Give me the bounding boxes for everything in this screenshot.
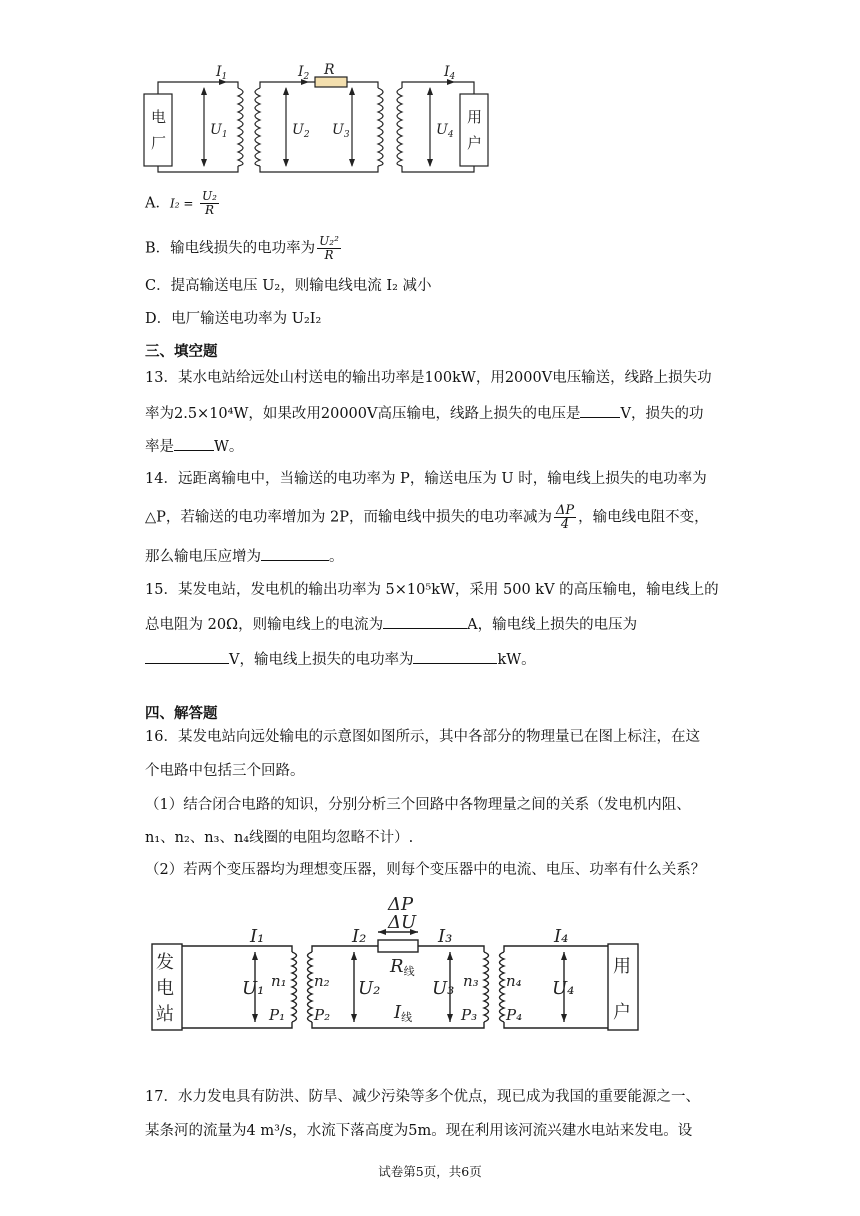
label-I1: $I_1$ — [216, 64, 228, 82]
label-n2: n₂ — [314, 972, 330, 990]
power-plant-label-1: 电 — [151, 108, 167, 126]
label-I2: $I_2$ — [298, 64, 310, 82]
section-fill-in: 三、填空题 — [145, 343, 218, 360]
station-char-3: 站 — [156, 1004, 174, 1025]
label-U4: $U_4$ — [436, 122, 454, 140]
label-U3b: U₃ — [432, 978, 455, 999]
label-I3b: I₃ — [438, 926, 453, 947]
option-a: A．I₂ = $\frac{\text{U₂}}{R}$ — [145, 189, 217, 217]
label-n4: n₄ — [506, 972, 522, 990]
q13-line2: 率为2.5×10⁴W，如果改用20000V高压输电，线路上损失的电压是 V，损失的功 — [145, 403, 703, 424]
label-P3: P₃ — [461, 1006, 478, 1024]
label-U1: $U_1$ — [210, 122, 228, 140]
q15-line1: 15．某发电站，发电机的输出功率为 5×10⁵kW，采用 500 kV 的高压输电，输电线上的 — [145, 582, 719, 598]
label-U2: $U_2$ — [292, 122, 310, 140]
q15-blank2[interactable] — [145, 649, 229, 664]
option-d: D．电厂输送电功率为 U₂I₂ — [145, 311, 322, 327]
transmission-diagram-1 — [140, 58, 520, 183]
q13-blank1[interactable] — [580, 403, 620, 418]
label-U2b: U₂ — [358, 978, 381, 999]
q17-line2: 某条河的流量为4 m³/s，水流下落高度为5m。现在利用该河流兴建水电站来发电。设 — [145, 1123, 693, 1139]
label-U3: $U_3$ — [332, 122, 350, 140]
label-P4: P₄ — [506, 1006, 523, 1024]
q14-blank[interactable] — [261, 546, 329, 561]
label-n3: n₃ — [463, 972, 479, 990]
label-P2: P₂ — [314, 1006, 331, 1024]
user-char-1: 用 — [613, 956, 631, 977]
section-answer: 四、解答题 — [145, 705, 218, 722]
station-char-1: 发 — [156, 952, 174, 973]
q16-line4: n₁、n₂、n₃、n₄线圈的电阻均忽略不计）. — [145, 830, 414, 846]
q14-line3: 那么输电压应增为 。 — [145, 546, 344, 567]
q16-line5: （2）若两个变压器均为理想变压器，则每个变压器中的电流、电压、功率有什么关系？ — [145, 862, 706, 878]
q13-line1: 13．某水电站给远处山村送电的输出功率是100kW，用2000V电压输送，线路上损失功 — [145, 370, 712, 386]
label-Iline: I线 — [394, 1002, 413, 1024]
q17-line1: 17．水力发电具有防洪、防旱、减少污染等多个优点，现已成为我国的重要能源之一、 — [145, 1089, 700, 1105]
q14-line1: 14．远距离输电中，当输送的电功率为 P，输送电压为 U 时，输电线上损失的电功率为 — [145, 471, 707, 487]
q16-line1: 16．某发电站向远处输电的示意图如图所示，其中各部分的物理量已在图上标注，在这 — [145, 729, 700, 745]
power-plant-label-2: 厂 — [151, 134, 167, 152]
label-n1: n₁ — [271, 972, 287, 990]
label-P1: P₁ — [269, 1006, 286, 1024]
q16-line3: （1）结合闭合电路的知识，分别分析三个回路中各物理量之间的关系（发电机内阻、 — [145, 797, 691, 813]
q15-line2: 总电阻为 20Ω，则输电线上的电流为 A，输电线上损失的电压为 — [145, 614, 637, 635]
label-dP: ΔP — [388, 894, 414, 915]
label-dU: ΔU — [388, 912, 417, 933]
q15-line3: V，输电线上损失的电功率为 kW。 — [145, 649, 536, 670]
q14-line2: △P，若输送的电功率增加为 2P，而输电线中损失的电功率减为 $\frac{\Delta P}{4}$ ，输电线电阻不变， — [145, 503, 709, 532]
label-U1b: U₁ — [242, 978, 265, 999]
page-footer: 试卷第5页，共6页 — [378, 1164, 482, 1179]
station-char-2: 电 — [156, 978, 174, 999]
label-I1b: I₁ — [250, 926, 265, 947]
label-I2b: I₂ — [352, 926, 367, 947]
option-b: B．输电线损失的电功率为 $\frac{\text{U₂²}}{R}$ — [145, 234, 339, 262]
q13-line3: 率是 W。 — [145, 436, 243, 457]
label-Rline: R线 — [390, 956, 415, 978]
user-label-2: 户 — [467, 134, 483, 152]
label-I4: $I_4$ — [444, 64, 456, 82]
user-label-1: 用 — [467, 108, 483, 126]
q15-blank1[interactable] — [383, 614, 467, 629]
transmission-diagram-2 — [150, 892, 650, 1042]
label-U4b: U₄ — [552, 978, 575, 999]
option-c: C．提高输送电压 U₂，则输电线电流 I₂ 减小 — [145, 278, 432, 294]
label-R: R — [324, 62, 335, 78]
q16-line2: 个电路中包括三个回路。 — [145, 763, 305, 779]
user-char-2: 户 — [613, 1002, 631, 1023]
label-I4b: I₄ — [554, 926, 569, 947]
q13-blank2[interactable] — [174, 436, 214, 451]
q15-blank3[interactable] — [413, 649, 497, 664]
